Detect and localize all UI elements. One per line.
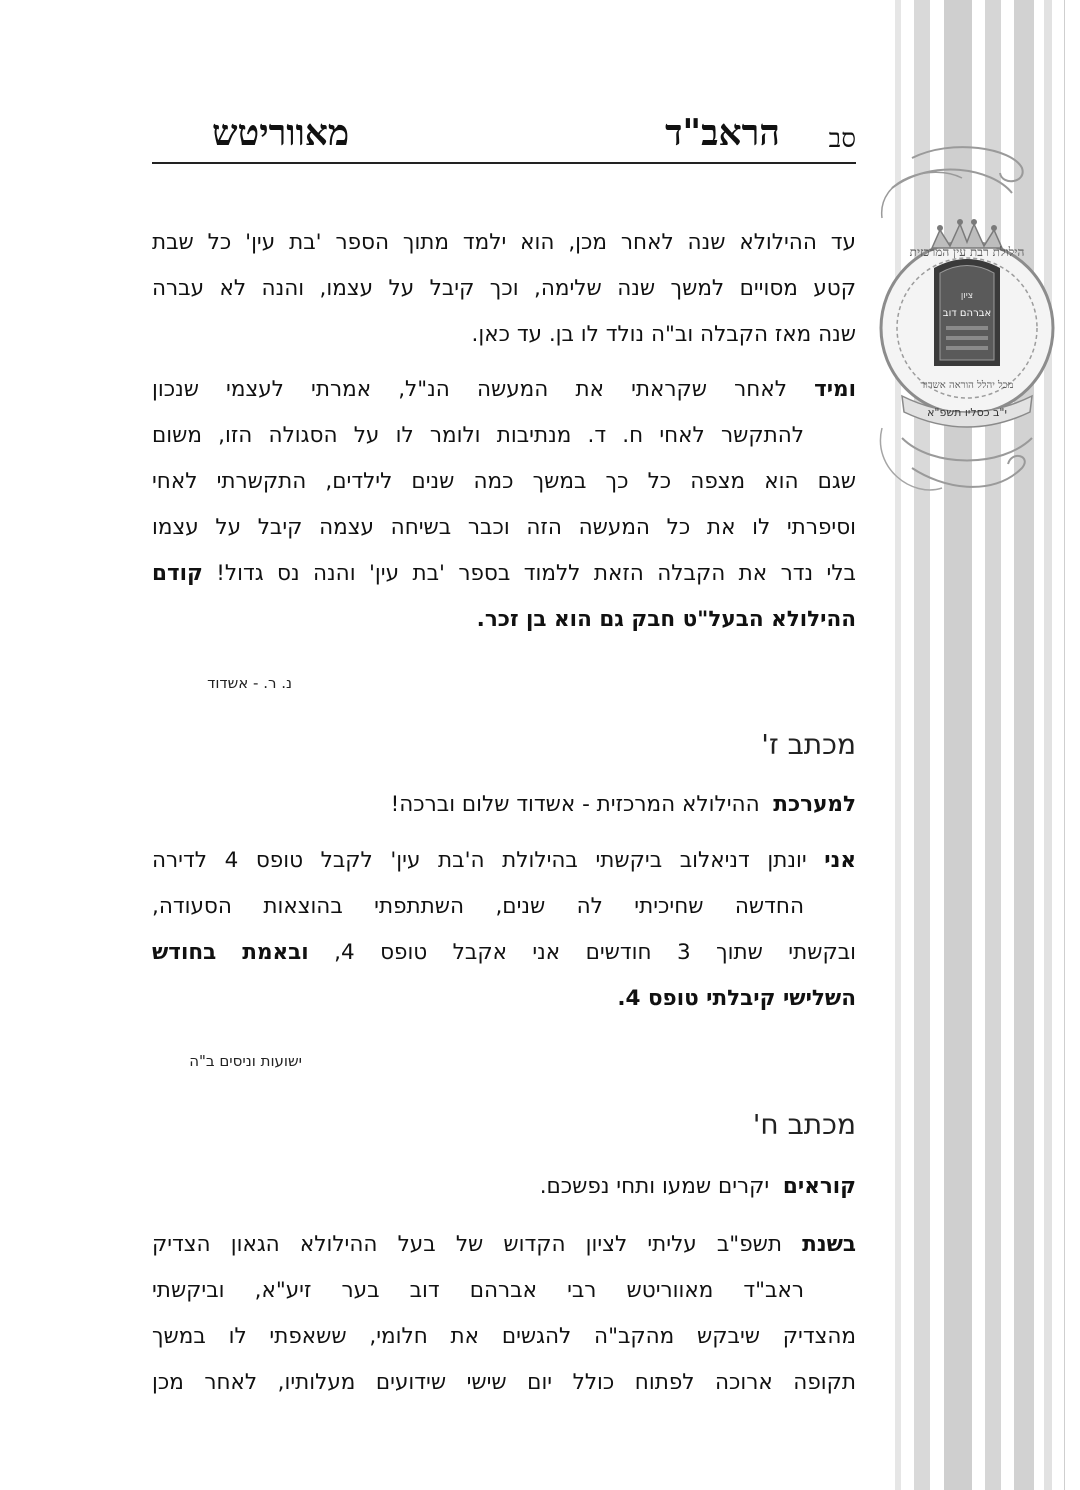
text-line: שנה מאז הקבלה וב"ה נולד לו בן. עד כאן.	[471, 322, 856, 347]
letter-7-body	[152, 838, 856, 1022]
letter-8-body	[152, 1222, 856, 1406]
letter-8-greeting	[152, 1164, 856, 1210]
letter-8-heading: מכתב ח'	[752, 1108, 856, 1141]
running-title: הראב"ד	[665, 112, 780, 154]
page-edge	[1064, 0, 1065, 1490]
text-line: שגם הוא מצפה כל כך במשך כמה שנים לילדים, התקשרתי לאחי	[152, 469, 856, 494]
text-line: קוראים יקרים שמעו ותחי נפשכם.	[539, 1174, 856, 1199]
hillula-seal-logo	[872, 138, 1062, 518]
signature-2: ישועות וניסים ב"ה	[189, 1052, 302, 1070]
text-line: ומיד לאחר שקראתי את המעשה הנ"ל, אמרתי לעצמי שנכון	[152, 377, 856, 402]
seal-plaque-line-1: ציון	[960, 291, 974, 301]
text-line: ראב"ד מאווריטש רבי אברהם דוב בער זיע"א, וביקשתי	[152, 1278, 804, 1303]
text-line: ההילולא הבעל"ט חבק גם הוא בן זכר.	[476, 607, 856, 632]
text-line: תקופה ארוכה לפתוח כולל יום שישי שידועים מעלותיו, לאחר מכן	[152, 1370, 856, 1395]
seal-plaque-line-2: אברהם דוב	[942, 308, 992, 319]
text-line: השלישי קיבלתי טופס 4.	[617, 986, 856, 1011]
text-line: למערכת ההילולא המרכזית - אשדוד שלום וברכה!	[390, 792, 856, 817]
seal-arc-bottom: מכל יהלל הוראה אשדוד	[920, 380, 1014, 391]
paragraph-story-end	[152, 220, 856, 358]
seal-arc-top: הילולת רבת עין המרכזית	[909, 245, 1025, 259]
letter-7-heading: מכתב ז'	[761, 728, 856, 761]
text-line: וסיפרתי לו את כל המעשה הזה וכבר בשיחה עצמה קיבל על עצמו	[152, 515, 856, 540]
seal-ribbon-text: י"ב כסליו תשפ"א	[927, 406, 1007, 419]
signature-1: נ. ר. - אשדוד	[207, 674, 292, 692]
text-line: מהצדיק שיבקש מהקב"ה להגשים את חלומי, ששאפתי לו במשך	[152, 1324, 856, 1349]
text-line: בלי נדר את הקבלה הזאת ללמוד בספר 'בת עין' והנה נס גדול! קודם	[152, 561, 856, 586]
text-line: ובקשתי שתוך 3 חודשים אני אקבל טופס 4, ובאמת בחודש	[152, 940, 856, 965]
text-line: אני יונתן דניאלוב ביקשתי בהילולת ה'בת עין' לקבל טופס 4 לדירה	[152, 848, 856, 873]
paragraph-brother-story	[152, 367, 856, 643]
text-line: בשנת תשפ"ב עליתי לציון הקדוש של בעל ההילולא הגאון הצדיק	[152, 1232, 856, 1257]
running-place: מאווריטש	[212, 112, 350, 154]
text-line: החדשה שחיכיתי לה שנים, השתתפתי בהוצאות הסעודה,	[152, 894, 804, 919]
letter-7-greeting	[152, 782, 856, 828]
text-line: עד ההילולא שנה לאחר מכן, הוא ילמד מתוך הספר 'בת עין' כל שבת	[152, 230, 856, 255]
text-line: להתקשר לאחי ח. ד. מנתיבות ולומר לו על הסגולה הזו, משום	[152, 423, 804, 448]
text-line: קטע מסויים למשך שנה שלימה, וכך קיבל על עצמו, והנה לא עברה	[152, 276, 856, 301]
page-number: סב	[828, 124, 856, 154]
paragraph-lead-word: ומיד	[814, 377, 856, 402]
header-rule	[152, 162, 856, 164]
running-header	[152, 112, 856, 156]
